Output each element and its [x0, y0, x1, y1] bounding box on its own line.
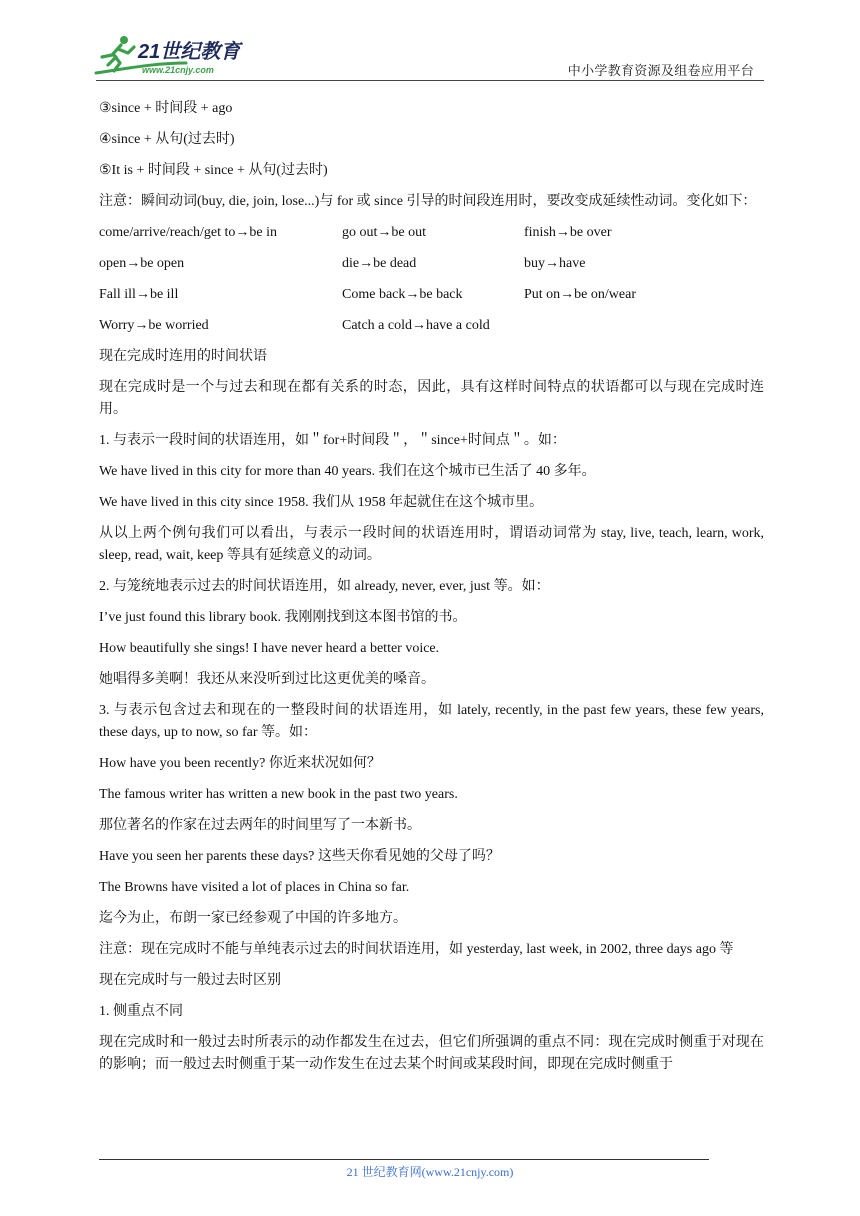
example-sentence: How beautifully she sings! I have never heard a better voice. [99, 641, 440, 656]
logo-brand-text: 21世纪教育 [138, 41, 241, 63]
logo-graphic [94, 33, 264, 79]
paragraph: ③since + 时间段 + ago [99, 101, 233, 116]
paragraph: ⑤It is + 时间段 + since + 从句(过去时) [99, 163, 328, 178]
page-header [0, 0, 860, 80]
paragraph: 2. 与笼统地表示过去的时间状语连用，如 already, never, ever, just 等。如： [99, 579, 550, 594]
paragraph: 现在完成时是一个与过去和现在都有关系的时态，因此，具有这样时间特点的状语都可以与现在完成时连用。 [99, 380, 764, 417]
verb-change-cell: Put on→be on/wear [524, 287, 636, 302]
paragraph: 1. 与表示一段时间的状语连用，如＂for+时间段＂，＂since+时间点＂。如： [99, 433, 566, 448]
example-sentence: The Browns have visited a lot of places in China so far. [99, 880, 410, 895]
section-heading: 现在完成时连用的时间状语 [99, 349, 267, 364]
verb-change-row [99, 315, 764, 337]
example-sentence: We have lived in this city since 1958. 我们从 1958 年起就住在这个城市里。 [99, 495, 544, 510]
document-body [99, 98, 764, 1085]
subsection-heading: 1. 侧重点不同 [99, 1004, 183, 1019]
header-divider [96, 80, 764, 81]
paragraph: 从以上两个例句我们可以看出，与表示一段时间的状语连用时，谓语动词常为 stay, live, teach, learn, work, sleep, read, wait, keep 等具有延续意义的动词。 [99, 526, 764, 563]
verb-change-row [99, 222, 764, 244]
site-logo[interactable] [94, 33, 264, 79]
verb-change-cell: open→be open [99, 256, 185, 271]
example-translation: 迄今为止，布朗一家已经参观了中国的许多地方。 [99, 911, 407, 926]
verb-change-cell: go out→be out [342, 225, 426, 240]
verb-change-cell: Come back→be back [342, 287, 463, 302]
verb-change-cell: die→be dead [342, 256, 417, 271]
verb-change-row [99, 284, 764, 306]
verb-change-cell: finish→be over [524, 225, 612, 240]
verb-change-cell [524, 315, 764, 337]
verb-change-cell: buy→have [524, 256, 586, 271]
verb-change-cell: Worry→be worried [99, 318, 209, 333]
note-paragraph: 注意：现在完成时不能与单纯表示过去的时间状语连用，如 yesterday, last week, in 2002, three days ago 等 [99, 942, 734, 957]
example-sentence: I’ve just found this library book. 我刚刚找到这本图书馆的书。 [99, 610, 467, 625]
example-sentence: The famous writer has written a new book in the past two years. [99, 787, 458, 802]
example-sentence: How have you been recently? 你近来状况如何？ [99, 756, 381, 771]
verb-change-cell: Catch a cold→have a cold [342, 318, 490, 333]
verb-change-cell: Fall ill→be ill [99, 287, 179, 302]
platform-name: 中小学教育资源及组卷应用平台 [567, 63, 754, 78]
example-translation: 那位著名的作家在过去两年的时间里写了一本新书。 [99, 818, 421, 833]
section-heading: 现在完成时与一般过去时区别 [99, 973, 281, 988]
footer-site-link[interactable]: 21 世纪教育网(www.21cnjy.com) [346, 1165, 514, 1179]
logo-url-text: www.21cnjy.com [142, 65, 214, 75]
footer-divider [99, 1159, 709, 1160]
verb-change-cell: come/arrive/reach/get to→be in [99, 225, 278, 240]
note-paragraph: 注意：瞬间动词(buy, die, join, lose...)与 for 或 since 引导的时间段连用时，要改变成延续性动词。变化如下： [99, 194, 757, 209]
paragraph: ④since + 从句(过去时) [99, 132, 235, 147]
verb-change-row [99, 253, 764, 275]
example-sentence: We have lived in this city for more than 40 years. 我们在这个城市已生活了 40 多年。 [99, 464, 596, 479]
paragraph: 现在完成时和一般过去时所表示的动作都发生在过去，但它们所强调的重点不同：现在完成时侧重于对现在的影响；而一般过去时侧重于某一动作发生在过去某个时间或某段时间，即现在完成时侧重于 [99, 1035, 764, 1072]
example-translation: 她唱得多美啊！我还从来没听到过比这更优美的嗓音。 [99, 672, 435, 687]
paragraph: 3. 与表示包含过去和现在的一整段时间的状语连用，如 lately, recently, in the past few years, these few years, these days, up to now, so far 等。如： [99, 703, 764, 740]
example-sentence: Have you seen her parents these days? 这些天你看见她的父母了吗？ [99, 849, 500, 864]
